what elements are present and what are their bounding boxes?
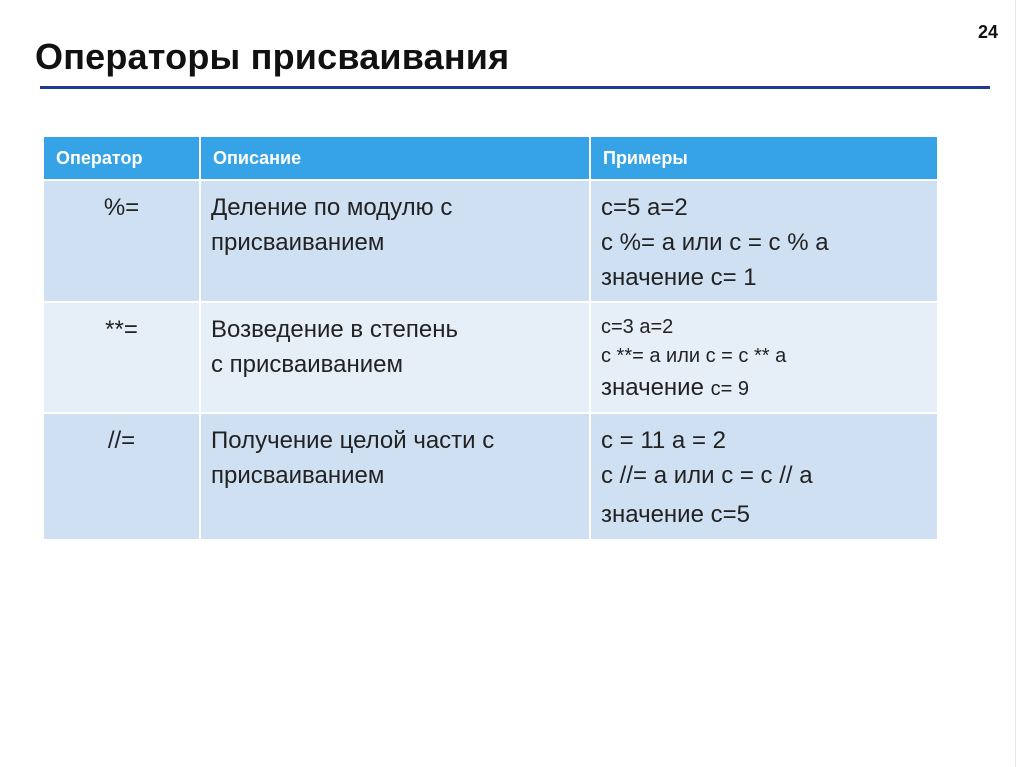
- page-number: 24: [977, 22, 998, 42]
- operator-cell: %=: [44, 179, 201, 301]
- header-operator: Оператор: [44, 137, 201, 179]
- example-line: c **= a или c = c ** a: [601, 345, 787, 368]
- examples-cell: [591, 179, 937, 301]
- examples-cell: [591, 412, 937, 538]
- table-row: [44, 412, 937, 538]
- table-header-row: [44, 137, 937, 179]
- operator-cell: //=: [44, 412, 201, 538]
- examples-cell: [591, 301, 937, 412]
- example-line: значение c= 1: [601, 263, 757, 291]
- example-line: c=5 a=2: [601, 194, 688, 221]
- example-value: c= 9: [710, 378, 749, 401]
- header-description: Описание: [201, 137, 591, 179]
- header-examples: Примеры: [591, 137, 937, 179]
- example-line: c %= a или c = c % a: [601, 228, 829, 256]
- description-line: Получение целой части с: [211, 427, 495, 455]
- description-cell: [201, 179, 591, 301]
- description-line: Деление по модулю с: [211, 194, 453, 221]
- table-row: [44, 179, 937, 301]
- page-title: Операторы присваивания: [35, 36, 510, 77]
- description-line: с присваиванием: [211, 351, 403, 379]
- example-line: [601, 371, 927, 406]
- description-line: присваиванием: [211, 228, 385, 256]
- operators-table: [44, 137, 937, 539]
- description-line: Возведение в степень: [211, 316, 459, 344]
- example-line: c //= a или c = c // a: [601, 461, 813, 489]
- title-rule: [40, 86, 990, 89]
- example-word: значение: [601, 374, 704, 402]
- description-line: присваиванием: [211, 461, 385, 489]
- description-cell: [201, 301, 591, 412]
- example-line: c=3 a=2: [601, 316, 674, 339]
- example-line: c = 11 a = 2: [601, 427, 726, 455]
- description-cell: [201, 412, 591, 538]
- table-row: [44, 301, 937, 412]
- operator-cell: **=: [44, 301, 201, 412]
- example-line: значение c=5: [601, 500, 750, 528]
